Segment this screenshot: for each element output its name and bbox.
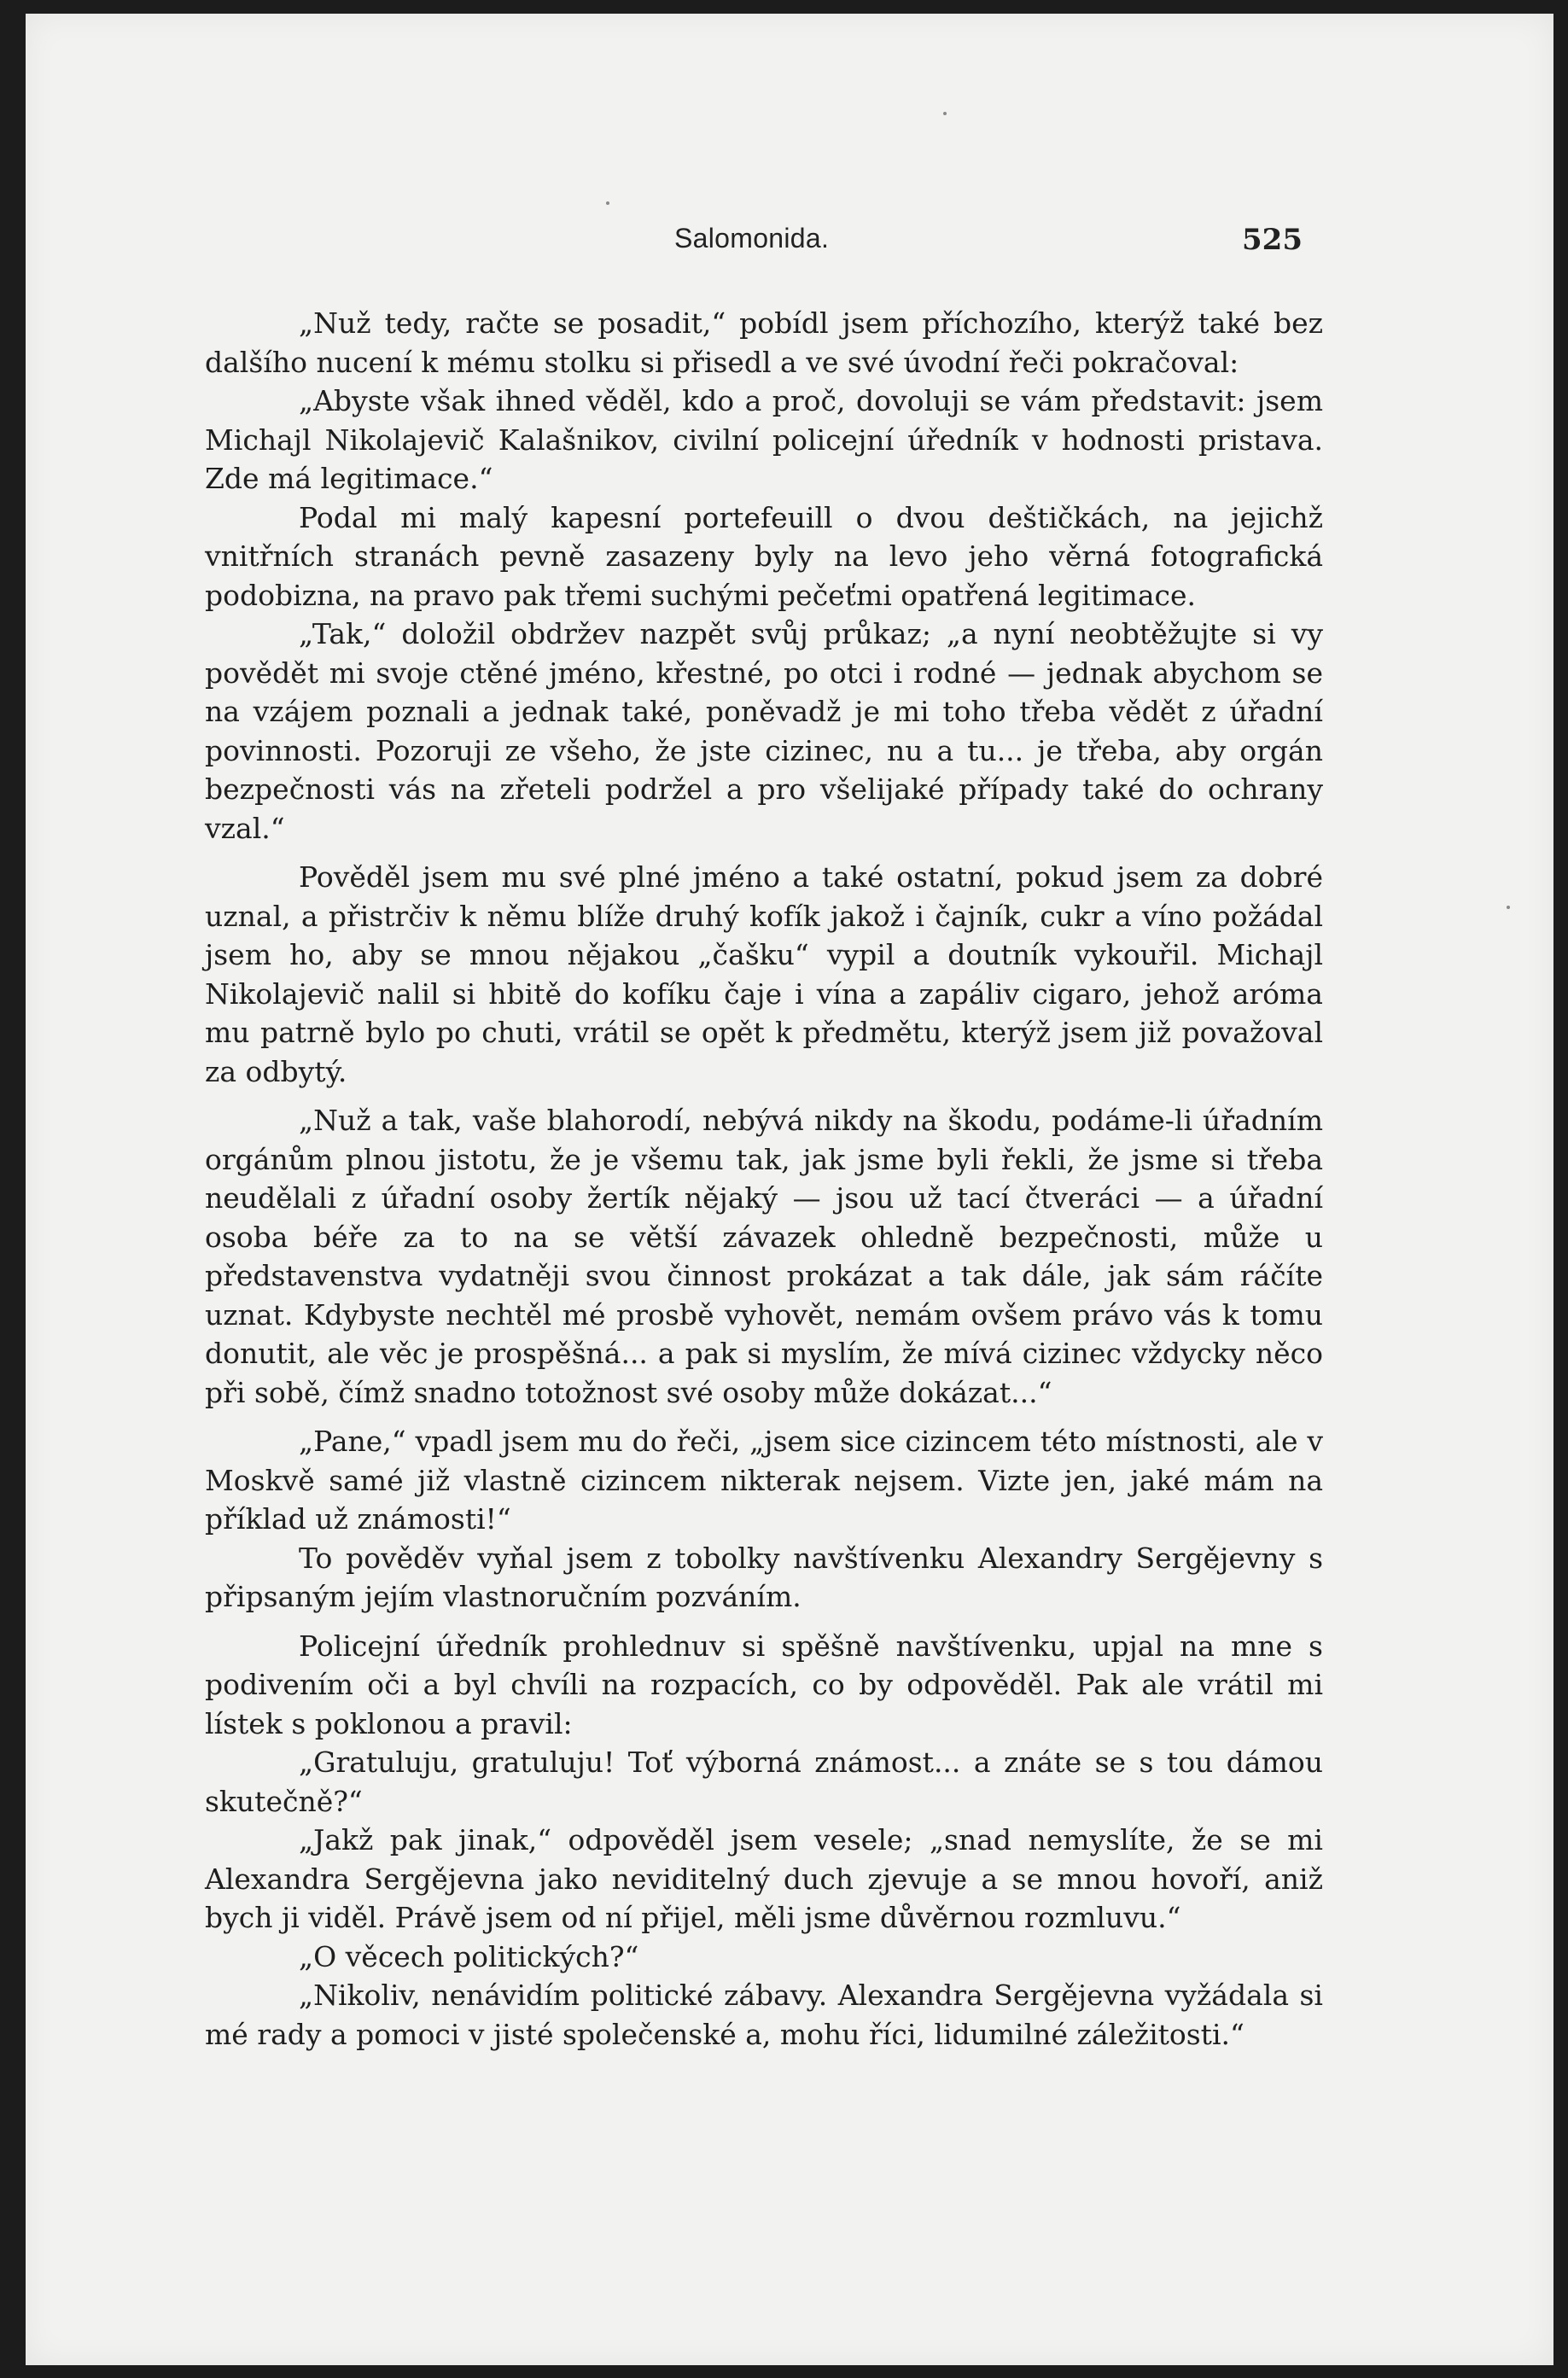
running-title: Salomonida. (674, 223, 830, 254)
paragraph: Policejní úředník prohlednuv si spěšně navštívenku, upjal na mne s podivením oči a byl chvíli na rozpacích, co by odpověděl. Pak ale vrátil mi lístek s poklonou a pravil: (205, 1629, 1323, 1740)
paragraph: „Pane,“ vpadl jsem mu do řeči, „jsem sice cizincem této místnosti, ale v Moskvě samé již vlastně cizincem nikterak nejsem. Vizte jen, jaké mám na příklad už známosti!“ (205, 1425, 1323, 1536)
paper-speck (606, 201, 609, 205)
paper-speck (1507, 906, 1510, 909)
body-text (205, 304, 1323, 2054)
paragraph: „Nuž a tak, vaše blahorodí, nebývá nikdy na škodu, podáme-li úřadním orgánům plnou jistotu, že je všemu tak, jak jsme byli řekli, že jsme si třeba neudělali z úřadní osoby žertík nějaký — jsou už tací čtveráci — a úřadní osoba béře za to na se větší závazek ohledně bezpečnosti, může u představenstva vydatněji svou činnost prokázat a tak dále, jak sám ráčíte uznat. Kdybyste nechtěl mé prosbě vyhovět, nemám ovšem právo vás k tomu donutit, ale věc je prospěšná... a pak si myslím, že mívá cizinec vždycky něco při sobě, čímž snadno totožnost své osoby může dokázat...“ (205, 1104, 1323, 1409)
paragraph: „Nuž tedy, račte se posadit,“ pobídl jsem příchozího, kterýž také bez dalšího nucení k mému stolku si přisedl a ve své úvodní řeči pokračoval: (205, 306, 1323, 379)
page-header (26, 223, 1553, 265)
page-number: 525 (1242, 223, 1303, 257)
paragraph: „Tak,“ doložil obdržev nazpět svůj průkaz; „a nyní neobtěžujte si vy povědět mi svoje ctěné jméno, křestné, po otci i rodné — jednak abychom se na vzájem poznali a jednak také, poněvadž je mi toho třeba vědět z úřadní povinnosti. Pozoruji ze všeho, že jste cizinec, nu a tu... je třeba, aby orgán bezpečnosti vás na zřeteli podržel a pro všelijaké případy také do ochrany vzal.“ (205, 617, 1323, 845)
paragraph: „O věcech politických?“ (299, 1939, 639, 1973)
paragraph: „Abyste však ihned věděl, kdo a proč, dovoluji se vám představit: jsem Michajl Nikolajevič Kalašnikov, civilní policejní úředník v hodnosti pristava. Zde má legitimace.“ (205, 384, 1323, 495)
paragraph: Podal mi malý kapesní portefeuill o dvou deštičkách, na jejichž vnitřních stranách pevně zasazeny byly na levo jeho věrná fotografická podobizna, na pravo pak třemi suchými pečeťmi opatřená legitimace. (205, 500, 1323, 612)
paragraph: „Jakž pak jinak,“ odpověděl jsem vesele; „snad nemyslíte, že se mi Alexandra Sergějevna jako neviditelný duch zjevuje a se mnou hovoří, aniž bych ji viděl. Právě jsem od ní přijel, měli jsme důvěrnou rozmluvu.“ (205, 1823, 1323, 1934)
paragraph: To pověděv vyňal jsem z tobolky navštívenku Alexandry Sergějevny s připsaným jejím vlastnoručním pozváním. (205, 1541, 1323, 1613)
paragraph: „Nikoliv, nenávidím politické zábavy. Alexandra Sergějevna vyžádala si mé rady a pomoci v jisté společenské a, mohu říci, lidumilné záležitosti.“ (205, 1979, 1323, 2051)
book-page (26, 14, 1553, 2365)
paragraph: „Gratuluju, gratuluju! Toť výborná známost... a znáte se s tou dámou skutečně?“ (205, 1746, 1323, 1818)
paper-speck (943, 112, 947, 115)
paragraph: Pověděl jsem mu své plné jméno a také ostatní, pokud jsem za dobré uznal, a přistrčiv k němu blíže druhý kofík jakož i čajník, cukr a víno požádal jsem ho, aby se mnou nějakou „čašku“ vypil a doutník vykouřil. Michajl Nikolajevič nalil si hbitě do kofíku čaje i vína a zapáliv cigaro, jehož aróma mu patrně bylo po chuti, vrátil se opět k předmětu, kterýž jsem již považoval za odbytý. (205, 860, 1323, 1088)
